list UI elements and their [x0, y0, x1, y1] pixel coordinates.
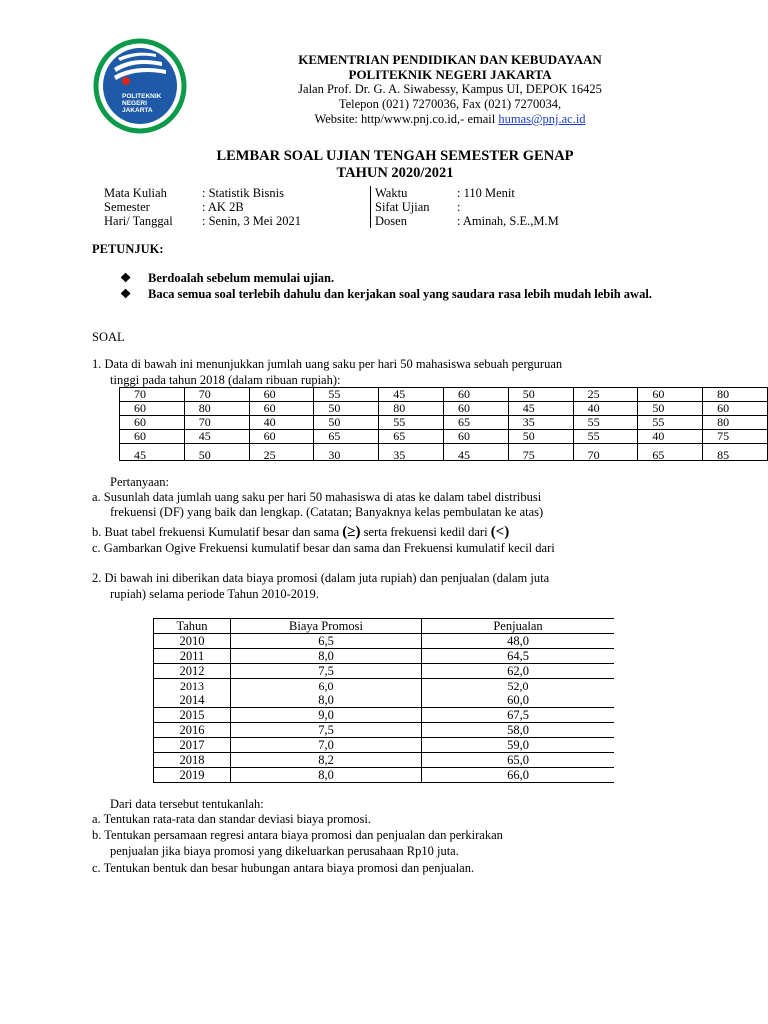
table-cell: 60: [443, 388, 508, 402]
table-cell: 2014: [154, 693, 231, 708]
info-label: Sifat Ujian: [375, 200, 430, 214]
logo-text-1: POLITEKNIK: [122, 93, 162, 100]
table-cell: 70: [184, 416, 249, 430]
table-cell: 60: [120, 430, 185, 444]
table-cell: 8,0: [231, 649, 422, 664]
info-divider: [370, 214, 371, 228]
table-cell: 65: [379, 430, 444, 444]
table-cell: 8,0: [231, 768, 422, 783]
table-cell: 60: [249, 430, 314, 444]
info-row: [104, 186, 637, 200]
q2-intro: Dari data tersebut tentukanlah:: [110, 797, 264, 811]
q1-c: c. Gambarkan Ogive Frekuensi kumulatif besar dan sama dan Frekuensi kumulatif kecil dari: [92, 541, 555, 555]
table-row: [120, 416, 768, 430]
table-row: [120, 430, 768, 444]
table-row: [154, 664, 615, 679]
table-cell: 65: [638, 444, 703, 461]
table-row: [154, 679, 615, 694]
table-row: [154, 649, 615, 664]
email-link[interactable]: humas@pnj.ac.id: [498, 112, 586, 126]
q1-text: 1. Data di bawah ini menunjukkan jumlah uang saku per hari 50 mahasiswa sebuah perguruan: [92, 357, 563, 371]
table-cell: 2015: [154, 708, 231, 723]
table-cell: 50: [508, 430, 573, 444]
table-row: [120, 388, 768, 402]
table-cell: 7,0: [231, 738, 422, 753]
table-cell: 2010: [154, 634, 231, 649]
table-cell: 50: [314, 416, 379, 430]
address: Jalan Prof. Dr. G. A. Siwabessy, Kampus UI, DEPOK 16425: [298, 82, 602, 96]
table-cell: 70: [120, 388, 185, 402]
info-label: Semester: [104, 200, 150, 214]
pertanyaan-label: Pertanyaan:: [110, 475, 170, 489]
table-header-row: [154, 619, 615, 634]
table-cell: 80: [703, 388, 768, 402]
letterhead: [240, 52, 660, 127]
table-cell: 8,2: [231, 753, 422, 768]
table-row: [154, 753, 615, 768]
diamond-bullet-icon: ❖: [120, 271, 132, 285]
table-cell: 62,0: [422, 664, 615, 679]
table-cell: 45: [443, 444, 508, 461]
petunjuk-item: [120, 270, 706, 286]
table-cell: 65: [443, 416, 508, 430]
table-cell: 60: [120, 402, 185, 416]
allowance-data-table: [119, 387, 768, 461]
table-row: [154, 634, 615, 649]
table-cell: 75: [508, 444, 573, 461]
table-cell: 25: [249, 444, 314, 461]
exam-info: [104, 186, 637, 228]
info-value: : Senin, 3 Mei 2021: [202, 214, 301, 228]
q1-b-symbol-lt: (<): [490, 524, 510, 540]
column-header: Penjualan: [422, 619, 615, 634]
table-cell: 2018: [154, 753, 231, 768]
info-label: Waktu: [375, 186, 408, 200]
table-cell: 45: [184, 430, 249, 444]
q2-b: b. Tentukan persamaan regresi antara biaya promosi dan penjualan dan perkirakan: [92, 828, 503, 842]
table-cell: 45: [508, 402, 573, 416]
table-row: [154, 738, 615, 753]
table-cell: 58,0: [422, 723, 615, 738]
petunjuk-text: Berdoalah sebelum memulai ujian.: [148, 271, 335, 285]
table-cell: 2013: [154, 679, 231, 694]
table-cell: 80: [379, 402, 444, 416]
petunjuk-item: [120, 286, 706, 302]
logo-text-2: NEGERI: [122, 100, 147, 107]
q1-b: [92, 524, 509, 540]
table-cell: 50: [638, 402, 703, 416]
table-cell: 55: [314, 388, 379, 402]
q2-text: 2. Di bawah ini diberikan data biaya promosi (dalam juta rupiah) dan penjualan (dalam juta: [92, 571, 550, 585]
table-cell: 70: [184, 388, 249, 402]
table-cell: 8,0: [231, 693, 422, 708]
table-cell: 60: [120, 416, 185, 430]
table-cell: 60: [249, 388, 314, 402]
info-value: :: [457, 200, 461, 214]
info-row: [104, 200, 637, 214]
table-cell: 85: [703, 444, 768, 461]
table-cell: 60: [443, 402, 508, 416]
table-cell: 70: [573, 444, 638, 461]
table-cell: 65: [314, 430, 379, 444]
info-label: Mata Kuliah: [104, 186, 167, 200]
title-line-1: LEMBAR SOAL UJIAN TENGAH SEMESTER GENAP: [216, 148, 574, 164]
table-cell: 40: [249, 416, 314, 430]
table-row: [120, 444, 768, 461]
ministry-name: KEMENTRIAN PENDIDIKAN DAN KEBUDAYAAN: [298, 52, 602, 67]
table-row: [154, 768, 615, 783]
website-line: [240, 112, 660, 127]
table-row: [120, 402, 768, 416]
q2-text-2: rupiah) selama periode Tahun 2010-2019.: [110, 587, 319, 601]
table-cell: 48,0: [422, 634, 615, 649]
petunjuk-heading: PETUNJUK:: [92, 242, 164, 256]
table-cell: 2012: [154, 664, 231, 679]
table-cell: 50: [184, 444, 249, 461]
phone: Telepon (021) 7270036, Fax (021) 7270034,: [338, 97, 562, 111]
table-cell: 60: [249, 402, 314, 416]
table-cell: 2016: [154, 723, 231, 738]
table-cell: 45: [379, 388, 444, 402]
q1-b-prefix: b. Buat tabel frekuensi Kumulatif besar dan sama: [92, 525, 343, 539]
table-cell: 6,0: [231, 679, 422, 694]
petunjuk-text: Baca semua soal terlebih dahulu dan kerjakan soal yang saudara rasa lebih mudah lebih awal.: [148, 287, 652, 301]
info-divider: [370, 200, 371, 214]
table-cell: 55: [638, 416, 703, 430]
table-cell: 2011: [154, 649, 231, 664]
table-cell: 59,0: [422, 738, 615, 753]
table-cell: 75: [703, 430, 768, 444]
table-cell: 7,5: [231, 664, 422, 679]
table-cell: 2017: [154, 738, 231, 753]
table-cell: 80: [184, 402, 249, 416]
q2-a: a. Tentukan rata-rata dan standar deviasi biaya promosi.: [92, 812, 371, 826]
table-cell: 40: [638, 430, 703, 444]
table-cell: 9,0: [231, 708, 422, 723]
diamond-bullet-icon: ❖: [120, 287, 132, 301]
info-label: Dosen: [375, 214, 407, 228]
info-value: : Statistik Bisnis: [202, 186, 284, 200]
table-cell: 30: [314, 444, 379, 461]
q2-b-line2: penjualan jika biaya promosi yang dikeluarkan perusahaan Rp10 juta.: [110, 844, 459, 858]
table-cell: 60: [638, 388, 703, 402]
table-row: [154, 693, 615, 708]
table-cell: 50: [314, 402, 379, 416]
table-cell: 6,5: [231, 634, 422, 649]
table-cell: 66,0: [422, 768, 615, 783]
table-cell: 45: [120, 444, 185, 461]
promotion-sales-table: [153, 618, 614, 783]
info-row: [104, 214, 637, 228]
q1-a-line1: a. Susunlah data jumlah uang saku per hari 50 mahasiswa di atas ke dalam tabel distribusi: [92, 490, 542, 504]
table-cell: 40: [573, 402, 638, 416]
table-cell: 50: [508, 388, 573, 402]
logo-text-3: JAKARTA: [122, 107, 153, 114]
website: Website: http/www.pnj.co.id,- email: [314, 112, 499, 126]
table-cell: 55: [573, 416, 638, 430]
table-cell: 60: [443, 430, 508, 444]
table-row: [154, 708, 615, 723]
info-divider: [370, 186, 371, 200]
q2-c: c. Tentukan bentuk dan besar hubungan antara biaya promosi dan penjualan.: [92, 861, 475, 875]
column-header: Tahun: [154, 619, 231, 634]
q1-b-mid: serta frekuensi kedil dari: [360, 525, 491, 539]
table-cell: 55: [573, 430, 638, 444]
table-cell: 52,0: [422, 679, 615, 694]
q1-b-symbol-ge: (≥): [342, 524, 361, 540]
soal-heading: SOAL: [92, 330, 125, 344]
column-header: Biaya Promosi: [231, 619, 422, 634]
exam-title: [100, 148, 690, 182]
info-value: : AK 2B: [202, 200, 244, 214]
info-value: : 110 Menit: [457, 186, 515, 200]
q1-a: [92, 489, 541, 505]
institution-name: POLITEKNIK NEGERI JAKARTA: [348, 67, 552, 82]
info-value: : Aminah, S.E.,M.M: [457, 214, 559, 228]
table-row: [154, 723, 615, 738]
table-cell: 65,0: [422, 753, 615, 768]
table-cell: 2019: [154, 768, 231, 783]
table-cell: 35: [379, 444, 444, 461]
table-cell: 80: [703, 416, 768, 430]
table-cell: 55: [379, 416, 444, 430]
q1-text-2: tinggi pada tahun 2018 (dalam ribuan rupiah):: [110, 373, 341, 387]
table-cell: 64,5: [422, 649, 615, 664]
info-label: Hari/ Tanggal: [104, 214, 173, 228]
table-cell: 60,0: [422, 693, 615, 708]
table-cell: 7,5: [231, 723, 422, 738]
table-cell: 35: [508, 416, 573, 430]
table-cell: 25: [573, 388, 638, 402]
title-line-2: TAHUN 2020/2021: [336, 165, 454, 181]
table-cell: 67,5: [422, 708, 615, 723]
table-cell: 60: [703, 402, 768, 416]
pnj-logo: [92, 38, 188, 134]
q1-a-line2: frekuensi (DF) yang baik dan lengkap. (Catatan; Banyaknya kelas pembulatan ke atas): [110, 505, 544, 519]
